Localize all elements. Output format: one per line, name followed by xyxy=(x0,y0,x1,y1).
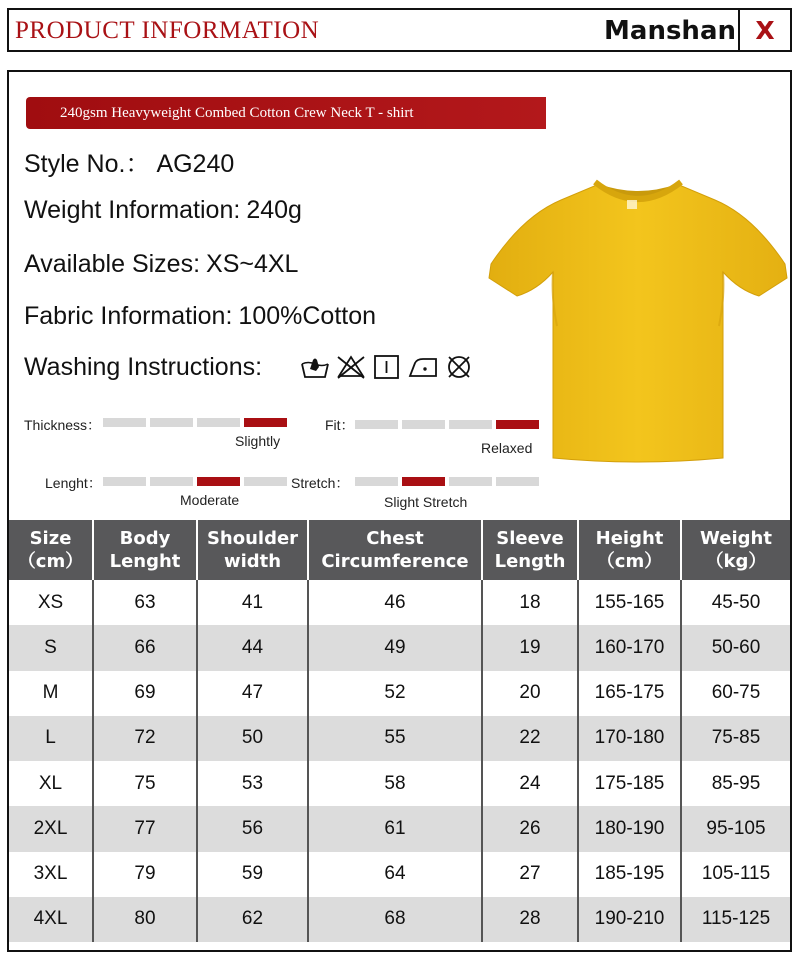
table-cell: 4XL xyxy=(9,897,93,942)
table-cell: 52 xyxy=(308,671,482,716)
style-number-value: AG240 xyxy=(156,150,235,178)
column-header: Chest Circumference xyxy=(308,520,482,580)
hand-wash-icon xyxy=(299,354,331,380)
stretch-segment xyxy=(449,477,492,486)
table-cell: 175-185 xyxy=(578,761,681,806)
low-iron-icon xyxy=(407,354,439,380)
column-header: Size （cm） xyxy=(9,520,93,580)
table-row xyxy=(9,897,790,942)
table-cell: 60-75 xyxy=(681,671,790,716)
thickness-segment xyxy=(103,418,146,427)
column-header: Body Lenght xyxy=(93,520,197,580)
column-header: Height （cm） xyxy=(578,520,681,580)
table-cell: 27 xyxy=(482,852,578,897)
fit-segment xyxy=(449,420,492,429)
table-cell: 85-95 xyxy=(681,761,790,806)
fabric-row xyxy=(24,302,376,331)
table-cell: 185-195 xyxy=(578,852,681,897)
table-cell: 190-210 xyxy=(578,897,681,942)
stretch-rating-bar xyxy=(355,477,539,486)
tumble-dry-icon xyxy=(371,354,403,380)
no-bleach-icon xyxy=(335,354,367,380)
table-cell: 58 xyxy=(308,761,482,806)
table-cell: 59 xyxy=(197,852,308,897)
table-cell: 22 xyxy=(482,716,578,761)
table-cell: 180-190 xyxy=(578,806,681,851)
sizes-value: XS~4XL xyxy=(206,250,299,278)
weight-label: Weight Information: xyxy=(24,196,241,224)
product-name: 240gsm Heavyweight Combed Cotton Crew Neck T - shirt xyxy=(60,105,414,121)
stretch-label: Stretch： xyxy=(291,475,350,491)
table-cell: 53 xyxy=(197,761,308,806)
no-dry-clean-icon xyxy=(443,354,475,380)
weight-value: 240g xyxy=(246,196,302,224)
table-cell: 95-105 xyxy=(681,806,790,851)
table-cell: 24 xyxy=(482,761,578,806)
stretch-segment xyxy=(355,477,398,486)
table-cell: 77 xyxy=(93,806,197,851)
table-row xyxy=(9,625,790,670)
length-value: Moderate xyxy=(180,492,240,508)
table-cell: 56 xyxy=(197,806,308,851)
fit-segment-selected xyxy=(496,420,539,429)
table-cell: 47 xyxy=(197,671,308,716)
fit-label: Fit： xyxy=(325,417,355,433)
table-cell: 62 xyxy=(197,897,308,942)
table-cell: 41 xyxy=(197,580,308,625)
table-cell: 3XL xyxy=(33,863,68,885)
table-cell: 80 xyxy=(93,897,197,942)
column-header: Weight （kg） xyxy=(681,520,790,580)
table-cell: 50-60 xyxy=(681,625,790,670)
column-header: Sleeve Length xyxy=(482,520,578,580)
table-cell: 50 xyxy=(197,716,308,761)
table-cell: 61 xyxy=(308,806,482,851)
table-cell: 69 xyxy=(93,671,197,716)
table-cell: 105-115 xyxy=(681,852,790,897)
table-row xyxy=(9,580,790,625)
thickness-rating-bar xyxy=(103,418,287,427)
table-cell: 72 xyxy=(93,716,197,761)
table-cell: S xyxy=(9,625,93,670)
table-cell: 45-50 xyxy=(681,580,790,625)
size-chart-table xyxy=(9,520,790,942)
page-title: PRODUCT INFORMATION xyxy=(15,17,320,44)
length-segment xyxy=(150,477,193,486)
table-cell: 49 xyxy=(308,625,482,670)
table-cell: 160-170 xyxy=(578,625,681,670)
brand-name: Manshan xyxy=(604,16,736,46)
length-label: Lenght： xyxy=(45,475,102,491)
washing-label: Washing Instructions: xyxy=(24,353,263,381)
washing-row xyxy=(24,353,262,382)
table-cell: 155-165 xyxy=(578,580,681,625)
table-cell: 75 xyxy=(93,761,197,806)
table-cell: 26 xyxy=(482,806,578,851)
length-segment xyxy=(244,477,287,486)
table-cell: 19 xyxy=(482,625,578,670)
table-cell: 18 xyxy=(482,580,578,625)
weight-row xyxy=(24,196,302,225)
table-cell: 68 xyxy=(308,897,482,942)
close-button[interactable]: X xyxy=(755,16,775,45)
table-cell: XL xyxy=(38,772,63,794)
table-header-row xyxy=(9,520,790,580)
table-cell: 165-175 xyxy=(578,671,681,716)
table-cell: 63 xyxy=(93,580,197,625)
style-number-row xyxy=(24,144,234,180)
fit-segment xyxy=(402,420,445,429)
length-rating-bar xyxy=(103,477,287,486)
table-cell: 20 xyxy=(482,671,578,716)
table-cell: 170-180 xyxy=(578,716,681,761)
table-row xyxy=(9,671,790,716)
sizes-label: Available Sizes: xyxy=(24,250,201,278)
table-cell: 79 xyxy=(93,852,197,897)
table-row xyxy=(9,761,790,806)
style-number-label: Style No.： xyxy=(24,150,151,178)
stretch-value: Slight Stretch xyxy=(384,494,468,510)
table-row xyxy=(9,806,790,851)
table-cell: 46 xyxy=(308,580,482,625)
table-cell: 55 xyxy=(308,716,482,761)
table-cell: M xyxy=(42,682,59,704)
table-cell: 115-125 xyxy=(681,897,790,942)
table-cell: 75-85 xyxy=(681,716,790,761)
thickness-label: Thickness： xyxy=(24,417,102,433)
table-cell: 28 xyxy=(482,897,578,942)
thickness-segment xyxy=(150,418,193,427)
fit-segment xyxy=(355,420,398,429)
thickness-segment-selected xyxy=(244,418,287,427)
stretch-segment-selected xyxy=(402,477,445,486)
table-cell: 66 xyxy=(93,625,197,670)
length-segment xyxy=(103,477,146,486)
table-cell: 64 xyxy=(308,852,482,897)
thickness-value: Slightly xyxy=(235,433,281,449)
product-banner xyxy=(26,97,546,129)
table-cell: XS xyxy=(37,591,64,613)
washing-icons xyxy=(299,354,475,380)
table-row xyxy=(9,716,790,761)
column-header: Shoulder width xyxy=(197,520,308,580)
table-cell: L xyxy=(9,716,93,761)
header-bar xyxy=(7,8,792,52)
sizes-row xyxy=(24,250,298,279)
fabric-label: Fabric Information: xyxy=(24,302,233,330)
thickness-segment xyxy=(197,418,240,427)
length-segment-selected xyxy=(197,477,240,486)
fit-rating-bar xyxy=(355,420,539,429)
table-cell: 44 xyxy=(197,625,308,670)
table-cell: 2XL xyxy=(9,806,93,851)
table-row xyxy=(9,852,790,897)
fabric-value: 100%Cotton xyxy=(238,302,377,330)
stretch-segment xyxy=(496,477,539,486)
product-info-panel xyxy=(7,70,792,952)
fit-value: Relaxed xyxy=(481,440,533,456)
